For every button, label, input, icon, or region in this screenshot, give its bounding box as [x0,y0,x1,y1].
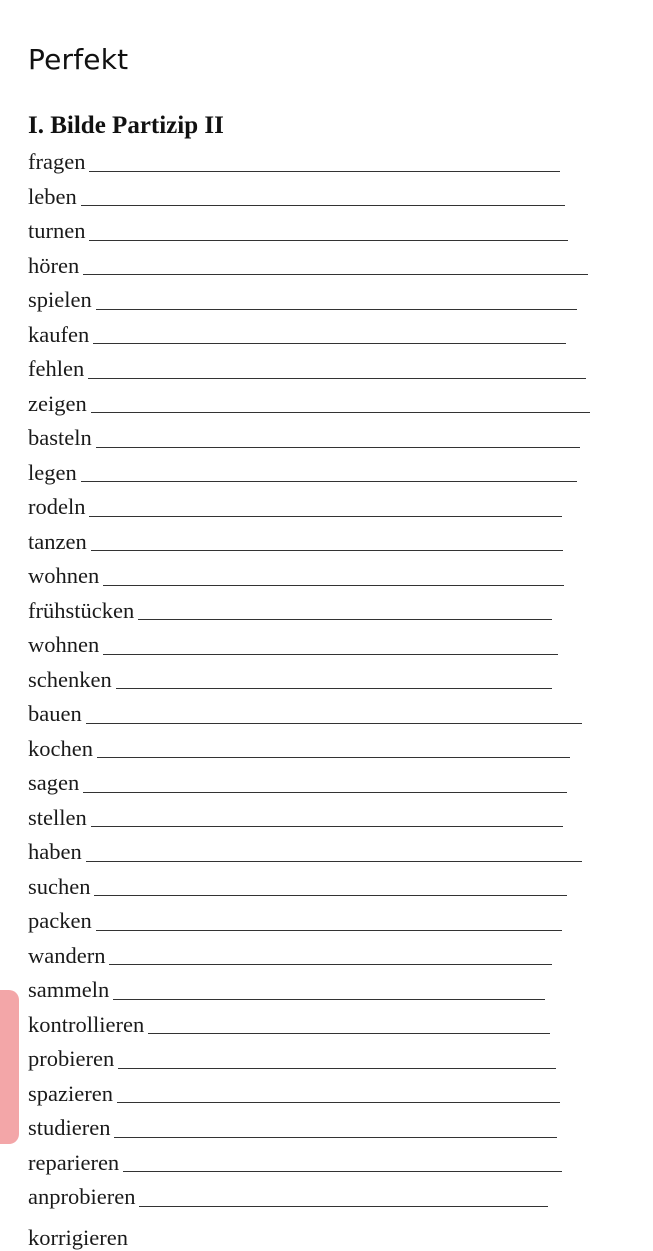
word-label: wohnen [28,632,100,657]
word-list [28,142,628,1212]
word-label: spazieren [28,1080,113,1106]
word-row [28,177,628,212]
word-label: haben [28,839,82,864]
word-label: hören [28,252,80,278]
exercise-heading: I. Bilde Partizip II [28,111,224,139]
answer-line[interactable] [138,619,552,620]
word-row [28,901,628,936]
answer-line[interactable] [109,964,552,965]
word-label: schenken [28,666,112,692]
word-row [28,487,628,522]
word-row [28,556,628,591]
word-label: reparieren [28,1149,120,1175]
word-row [28,729,628,764]
answer-line[interactable] [114,1137,557,1138]
answer-line[interactable] [116,688,552,689]
answer-line[interactable] [103,654,558,655]
answer-line[interactable] [94,895,567,896]
word-label: spielen [28,287,92,312]
answer-line[interactable] [118,1068,556,1069]
answer-line[interactable] [89,240,568,241]
answer-line[interactable] [117,1102,560,1103]
answer-line[interactable] [103,585,564,586]
word-label: kaufen [28,321,90,347]
word-row [28,970,628,1005]
answer-line[interactable] [91,826,563,827]
word-label: fehlen [28,356,85,381]
word-label: tanzen [28,528,87,554]
word-row [28,591,628,626]
word-label: suchen [28,873,91,899]
word-row [28,418,628,453]
word-row [28,1108,628,1143]
word-row [28,315,628,350]
answer-line[interactable] [113,999,545,1000]
word-label: anprobieren [28,1184,136,1209]
word-label: wandern [28,942,106,968]
word-label: basteln [28,425,92,450]
answer-line[interactable] [81,205,565,206]
word-label: zeigen [28,390,87,416]
word-label: bauen [28,701,82,726]
word-row [28,694,628,729]
scroll-handle[interactable] [0,990,19,1144]
answer-line[interactable] [88,378,586,379]
word-row [28,1039,628,1074]
word-label: fragen [28,149,86,174]
word-row [28,832,628,867]
word-label: leben [28,183,77,209]
answer-line[interactable] [139,1206,548,1207]
word-row [28,936,628,971]
answer-line[interactable] [96,309,577,310]
word-row [28,384,628,419]
word-label: stellen [28,804,87,830]
answer-line[interactable] [123,1171,562,1172]
answer-line[interactable] [96,930,562,931]
word-label: packen [28,908,92,933]
word-label: frühstücken [28,597,135,623]
word-label: sagen [28,770,80,795]
word-row [28,280,628,315]
page-title: Perfekt [28,42,129,76]
word-row [28,1177,628,1212]
answer-line[interactable] [96,447,580,448]
word-label: legen [28,459,77,485]
word-label: sammeln [28,977,110,1002]
word-row [28,660,628,695]
word-label: turnen [28,218,86,243]
word-row [28,1005,628,1040]
answer-line[interactable] [93,343,566,344]
word-label: korrigieren [28,1225,128,1250]
answer-line[interactable] [91,550,563,551]
word-row [28,246,628,281]
word-row [28,798,628,833]
answer-line[interactable] [83,274,588,275]
word-row [28,453,628,488]
answer-line[interactable] [89,516,562,517]
word-row [28,867,628,902]
word-row [28,625,628,660]
word-label: rodeln [28,494,86,519]
word-row [28,142,628,177]
word-row [28,211,628,246]
word-row [28,1143,628,1178]
answer-line[interactable] [97,757,570,758]
word-row [28,522,628,557]
answer-line[interactable] [86,861,582,862]
word-label: studieren [28,1115,111,1140]
answer-line[interactable] [81,481,577,482]
answer-line[interactable] [148,1033,550,1034]
word-row [28,349,628,384]
word-row [28,763,628,798]
answer-line[interactable] [86,723,582,724]
word-label: wohnen [28,563,100,588]
answer-line[interactable] [89,171,560,172]
answer-line[interactable] [91,412,590,413]
answer-line[interactable] [83,792,567,793]
word-label: probieren [28,1046,115,1071]
word-label: kochen [28,735,93,761]
word-row-partial [28,1225,128,1251]
word-row [28,1074,628,1109]
word-label: kontrollieren [28,1011,145,1037]
